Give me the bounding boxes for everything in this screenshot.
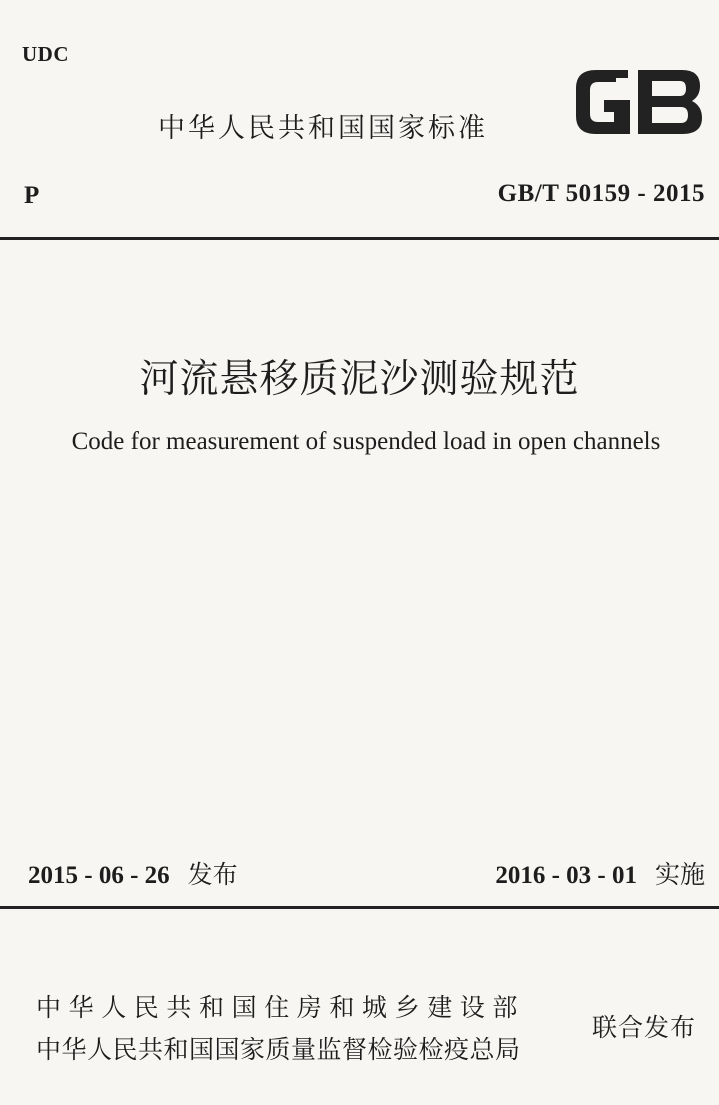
- joint-issue-label: 联合发布: [592, 1013, 697, 1042]
- issuer-ministry-housing: 中华人民共和国住房和城乡建设部: [36, 993, 526, 1022]
- standard-number: GB/T 50159 - 2015: [497, 180, 705, 207]
- implementation-date-block: [495, 855, 705, 891]
- issue-date-block: [28, 855, 238, 891]
- top-divider: [0, 237, 719, 240]
- issue-label: 发布: [187, 860, 238, 889]
- issue-date: 2015 - 06 - 26: [28, 862, 170, 889]
- gb-logo-letter-b: [638, 70, 702, 134]
- classification-code: P: [24, 182, 40, 209]
- national-standard-heading: 中华人民共和国国家标准: [158, 113, 488, 144]
- gb-logo-letter-g: [576, 70, 630, 134]
- issuer-quality-administration: 中华人民共和国国家质量监督检验检疫总局: [36, 1035, 521, 1064]
- title-english: Code for measurement of suspended load in open channels: [71, 428, 661, 455]
- title-chinese: 河流悬移质泥沙测验规范: [139, 358, 580, 401]
- implementation-label: 实施: [654, 860, 705, 889]
- udc-label: UDC: [22, 42, 69, 66]
- implementation-date: 2016 - 03 - 01: [495, 862, 637, 889]
- gb-logo: [570, 66, 706, 138]
- bottom-divider: [0, 906, 719, 909]
